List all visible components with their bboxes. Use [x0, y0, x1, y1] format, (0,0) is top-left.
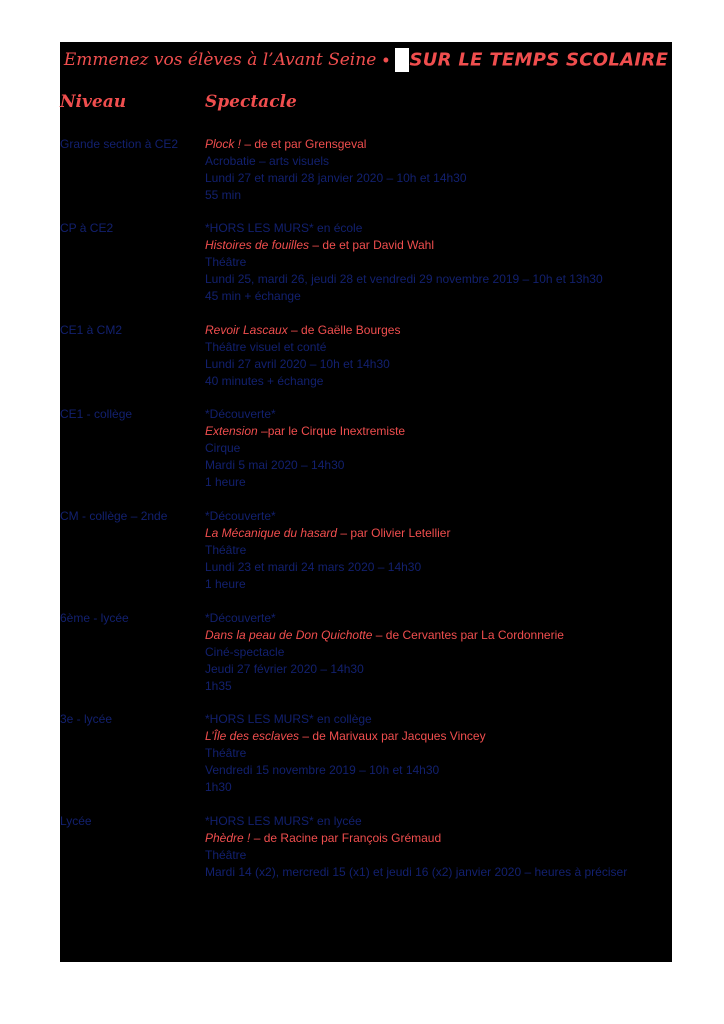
row-dates: Lundi 27 avril 2020 – 10h et 14h30	[205, 357, 390, 371]
show-credit: – de Racine par François Grémaud	[250, 831, 442, 845]
row-dates: Mardi 5 mai 2020 – 14h30	[205, 458, 345, 472]
row-genre: Cirque	[205, 441, 241, 455]
show-title: Revoir Lascaux	[205, 323, 288, 337]
show-title: Dans la peau de Don Quichotte	[205, 628, 373, 642]
show-credit: –par le Cirque Inextremiste	[257, 424, 406, 438]
row-level: Grande section à CE2	[60, 137, 179, 151]
row-duration: 45 min + échange	[205, 289, 301, 303]
row-level: CE1 - collège	[60, 407, 133, 421]
row-dates: Jeudi 27 février 2020 – 14h30	[205, 662, 364, 676]
show-credit: – de et par Grensgeval	[241, 137, 367, 151]
row-details	[205, 406, 405, 491]
row-dates: Mardi 14 (x2), mercredi 15 (x1) et jeudi 16 (x2) janvier 2020 – heures à préciser	[205, 865, 628, 879]
show-credit: – par Olivier Letellier	[337, 526, 451, 540]
header-niveau: Niveau	[60, 92, 127, 112]
document-page	[60, 42, 672, 962]
row-level: 6ème - lycée	[60, 611, 129, 625]
show-title: Extension	[205, 424, 258, 438]
show-title: Plock !	[205, 137, 242, 151]
row-tag: *HORS LES MURS* en lycée	[205, 814, 362, 828]
row-show-line	[205, 728, 486, 745]
row-show-line	[205, 423, 405, 440]
row-show-line	[205, 136, 467, 153]
row-level: Lycée	[60, 814, 92, 828]
title-script-text: Emmenez vos élèves à l’Avant Seine	[63, 50, 377, 70]
title-bullet: •	[382, 49, 390, 70]
row-dates: Lundi 25, mardi 26, jeudi 28 et vendredi 29 novembre 2019 – 10h et 13h30	[205, 272, 603, 286]
row-level: CM - collège – 2nde	[60, 509, 168, 523]
row-show-line	[205, 830, 627, 847]
row-duration: 1 heure	[205, 475, 246, 489]
row-tag: *Découverte*	[205, 509, 276, 523]
row-details	[205, 508, 450, 593]
row-genre: Théâtre	[205, 543, 247, 557]
row-duration: 1h30	[205, 780, 232, 794]
row-genre: Théâtre	[205, 746, 247, 760]
row-show-line	[205, 237, 603, 254]
row-genre: Acrobatie – arts visuels	[205, 154, 330, 168]
row-genre: Théâtre	[205, 848, 247, 862]
title-caps-text: SUR LE TEMPS SCOLAIRE	[409, 49, 669, 71]
show-title: La Mécanique du hasard	[205, 526, 338, 540]
row-tag: *Découverte*	[205, 407, 276, 421]
row-genre: Théâtre	[205, 255, 247, 269]
row-duration: 1 heure	[205, 577, 246, 591]
row-level: 3e - lycée	[60, 712, 113, 726]
row-dates: Vendredi 15 novembre 2019 – 10h et 14h30	[205, 763, 440, 777]
row-level: CP à CE2	[60, 221, 114, 235]
row-show-line	[205, 525, 450, 542]
show-title: Phèdre !	[205, 831, 251, 845]
row-tag: *Découverte*	[205, 611, 276, 625]
title-white-marker	[395, 48, 409, 72]
row-genre: Théâtre visuel et conté	[205, 340, 327, 354]
row-dates: Lundi 27 et mardi 28 janvier 2020 – 10h et 14h30	[205, 171, 467, 185]
row-show-line	[205, 322, 400, 339]
row-level: CE1 à CM2	[60, 323, 123, 337]
show-credit: – de et par David Wahl	[309, 238, 434, 252]
title-caps-box	[395, 48, 668, 72]
row-tag: *HORS LES MURS* en collège	[205, 712, 372, 726]
show-credit: – de Gaëlle Bourges	[287, 323, 401, 337]
document-title	[60, 48, 672, 78]
show-title: Histoires de fouilles	[205, 238, 310, 252]
row-details	[205, 322, 400, 390]
show-credit: – de Marivaux par Jacques Vincey	[299, 729, 486, 743]
row-duration: 40 minutes + échange	[205, 374, 324, 388]
row-details	[205, 610, 564, 695]
row-details	[205, 220, 603, 305]
row-details	[205, 136, 467, 204]
show-title: L’Île des esclaves	[205, 729, 300, 743]
row-tag: *HORS LES MURS* en école	[205, 221, 363, 235]
row-details	[205, 813, 627, 881]
row-details	[205, 711, 486, 796]
header-spectacle: Spectacle	[205, 92, 297, 112]
show-credit: – de Cervantes par La Cordonnerie	[372, 628, 564, 642]
row-dates: Lundi 23 et mardi 24 mars 2020 – 14h30	[205, 560, 422, 574]
row-duration: 55 min	[205, 188, 242, 202]
row-show-line	[205, 627, 564, 644]
row-genre: Ciné-spectacle	[205, 645, 285, 659]
row-duration: 1h35	[205, 679, 232, 693]
